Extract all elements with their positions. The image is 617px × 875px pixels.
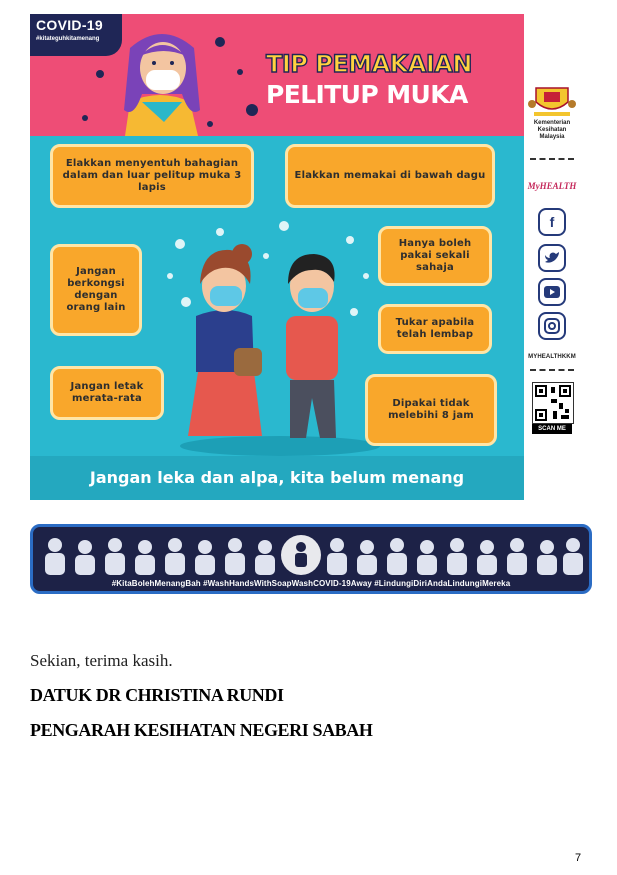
tip-box: Elakkan memakai di bawah dagu	[285, 144, 495, 208]
closing-line: Sekian, terima kasih.	[30, 651, 173, 670]
tip-box: Hanya boleh pakai sekali sahaja	[378, 226, 492, 286]
banner-hashtags: #KitaBolehMenangBah #WashHandsWithSoapWashCOVID-19Away #LindungiDiriAndaLindungiMereka	[111, 579, 511, 588]
covid-badge-hashtag: #kitateguhkitamenang	[36, 36, 100, 42]
myhealth-logo-text: MyHEALTH	[527, 181, 577, 191]
youtube-icon[interactable]	[538, 278, 566, 306]
divider	[530, 369, 574, 371]
poster-slogan: Jangan leka dan alpa, kita belum menang	[89, 468, 465, 487]
ministry-name-line: Kesihatan	[537, 127, 567, 133]
ministry-crest-icon	[528, 82, 576, 118]
tip-box: Tukar apabila telah lembap	[378, 304, 492, 354]
mask-tips-poster	[30, 14, 524, 500]
tip-box: Jangan letak merata-rata	[50, 366, 164, 420]
covid-badge	[30, 14, 122, 56]
signer-title: PENGARAH KESIHATAN NEGERI SABAH	[30, 720, 373, 740]
qr-code-icon[interactable]	[532, 382, 574, 424]
twitter-icon[interactable]	[538, 244, 566, 272]
ministry-name-line: Malaysia	[539, 134, 565, 140]
page-number: 7	[575, 852, 582, 864]
tip-box: Jangan berkongsi dengan orang lain	[50, 244, 142, 336]
poster-title-line2: PELITUP MUKA	[266, 80, 468, 109]
tip-box: Elakkan menyentuh bahagian dalam dan luar pelitup muka 3 lapis	[50, 144, 254, 208]
hashtag-banner	[30, 524, 592, 594]
ministry-name-line: Kementerian	[533, 120, 571, 126]
signer-name: DATUK DR CHRISTINA RUNDI	[30, 685, 284, 705]
frontliner-silhouettes	[33, 529, 589, 579]
poster-title-line1: TIP PEMAKAIAN	[266, 50, 472, 78]
instagram-icon[interactable]	[538, 312, 566, 340]
tip-box: Dipakai tidak melebihi 8 jam	[365, 374, 497, 446]
myhealth-logo	[524, 176, 580, 194]
divider	[530, 158, 574, 160]
scan-me-label: SCAN ME	[532, 424, 572, 434]
facebook-icon[interactable]: f	[538, 208, 566, 236]
ministry-sidebar	[524, 14, 580, 500]
covid-badge-title: COVID-19	[36, 17, 103, 33]
social-handle: MYHEALTHKKM	[528, 354, 576, 360]
ministry-name	[524, 120, 580, 141]
